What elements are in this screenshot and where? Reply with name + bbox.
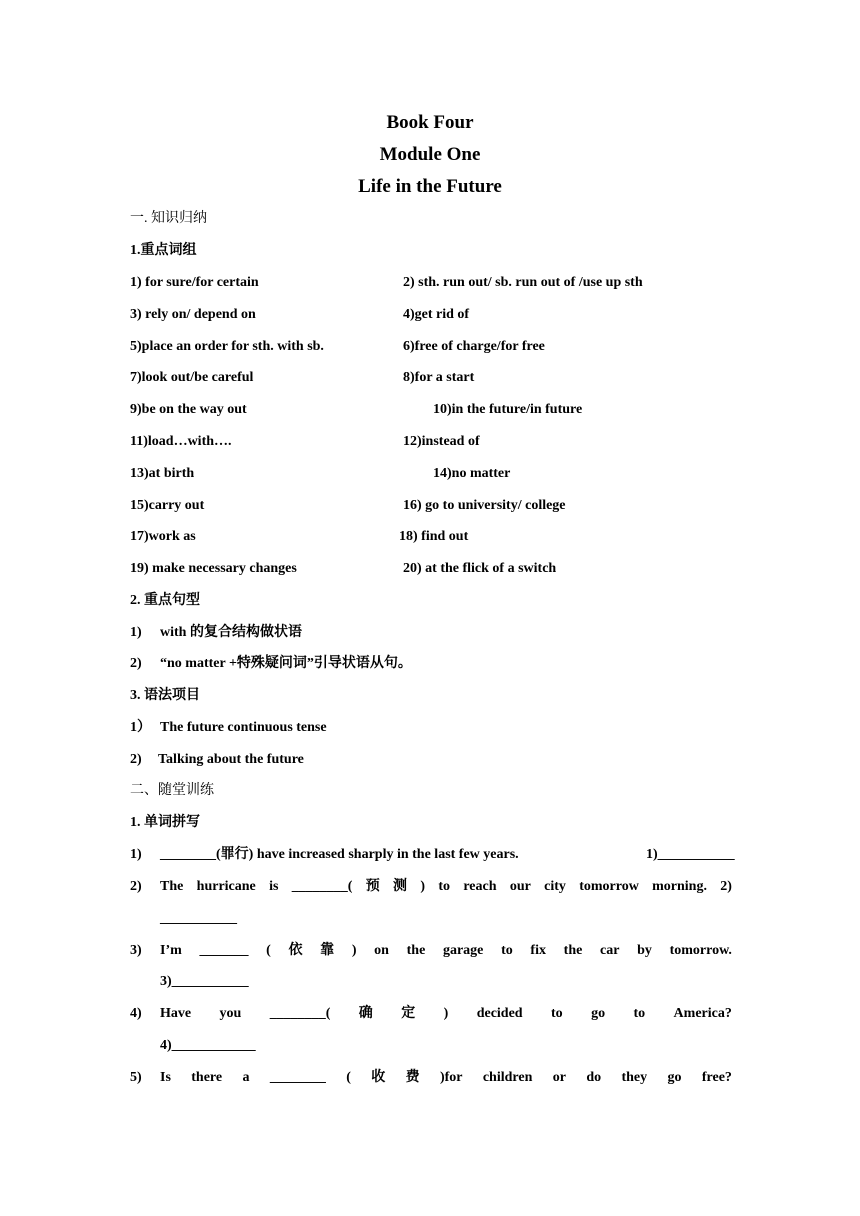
item-number: 1) <box>130 847 142 862</box>
word: ________( <box>291 879 353 894</box>
item-number: 2) <box>130 879 142 894</box>
word: 靠 <box>320 943 335 958</box>
phrase-item: 7)look out/be careful <box>130 370 254 385</box>
answer-blank: 1)___________ <box>646 847 735 862</box>
phrase-item: 5)place an order for sth. with sb. <box>130 339 324 354</box>
item-number: 3) <box>130 943 142 958</box>
word: is <box>269 879 279 894</box>
exercise-sentence <box>160 877 732 897</box>
phrase-item: 12)instead of <box>403 434 480 449</box>
word: our <box>509 879 531 894</box>
module-title: Module One <box>379 144 481 165</box>
item-number: 5) <box>130 1070 142 1085</box>
word: ( <box>346 1070 351 1085</box>
phrase-item: 3) rely on/ depend on <box>130 307 256 322</box>
word: on <box>374 943 389 958</box>
grammar-heading: 3. 语法项目 <box>130 688 200 703</box>
sentence-pattern-text: with 的复合结构做状语 <box>160 625 302 640</box>
phrase-item: 6)free of charge/for free <box>403 339 545 354</box>
phrase-item: 20) at the flick of a switch <box>403 561 557 576</box>
section-2-heading: 二、随堂训练 <box>130 783 214 798</box>
word: to <box>633 1006 646 1021</box>
word: ) <box>351 943 357 958</box>
word: reach <box>463 879 497 894</box>
word: 2) <box>720 879 732 894</box>
word: fix <box>530 943 546 958</box>
word: ) <box>443 1006 449 1021</box>
word: decided <box>476 1006 523 1021</box>
answer-blank: 4)____________ <box>160 1038 256 1053</box>
phrases-heading: 1.重点词组 <box>130 243 197 258</box>
exercise-sentence <box>160 1004 732 1024</box>
word: ) <box>420 879 426 894</box>
word: _______ <box>199 943 249 958</box>
sentence-patterns-heading: 2. 重点句型 <box>130 593 200 608</box>
word: there <box>191 1070 223 1085</box>
word: 依 <box>288 943 303 958</box>
word: 测 <box>393 879 408 894</box>
word: Is <box>160 1070 171 1085</box>
item-number: 4) <box>130 1006 142 1021</box>
phrase-item: 11)load…with…. <box>130 434 232 449</box>
word: tomorrow <box>579 879 639 894</box>
word: 确 <box>358 1006 373 1021</box>
word: by <box>637 943 652 958</box>
phrase-item: 9)be on the way out <box>130 402 247 417</box>
sentence-pattern-text: “no matter +特殊疑问词”引导状语从句。 <box>160 656 412 671</box>
word: to <box>438 879 450 894</box>
word: go <box>667 1070 682 1085</box>
phrase-item: 19) make necessary changes <box>130 561 297 576</box>
answer-blank: 3)___________ <box>160 974 249 989</box>
word: a <box>242 1070 250 1085</box>
word: or <box>552 1070 566 1085</box>
answer-blank: ___________ <box>160 911 237 926</box>
exercise-sentence <box>160 1068 732 1088</box>
item-number: 1) <box>130 625 142 640</box>
word: The <box>160 879 184 894</box>
item-number: 1） <box>130 720 151 735</box>
phrase-item: 4)get rid of <box>403 307 470 322</box>
word: you <box>219 1006 242 1021</box>
phrase-item: 18) find out <box>399 529 469 544</box>
phrase-item: 1) for sure/for certain <box>130 275 259 290</box>
word: ________ <box>269 1070 326 1085</box>
phrase-item: 16) go to university/ college <box>403 498 566 513</box>
phrase-item: 8)for a start <box>403 370 475 385</box>
word: tomorrow. <box>669 943 732 958</box>
word: garage <box>442 943 484 958</box>
grammar-item-text: Talking about the future <box>158 752 304 767</box>
exercise-sentence <box>160 941 732 961</box>
lesson-title: Life in the Future <box>358 176 502 197</box>
phrase-item: 10)in the future/in future <box>433 402 583 417</box>
exercise-sentence: ________(罪行) have increased sharply in the last few years. <box>160 847 519 862</box>
phrase-item: 2) sth. run out/ sb. run out of /use up sth <box>403 275 643 290</box>
word: go <box>591 1006 606 1021</box>
word: I’m <box>160 943 182 958</box>
word: 定 <box>401 1006 416 1021</box>
phrase-item: 13)at birth <box>130 466 195 481</box>
book-title: Book Four <box>386 112 474 133</box>
phrase-item: 17)work as <box>130 529 196 544</box>
phrase-item: 14)no matter <box>433 466 511 481</box>
word: morning. <box>652 879 707 894</box>
grammar-item-text: The future continuous tense <box>160 720 327 735</box>
word: to <box>501 943 513 958</box>
word: do <box>586 1070 602 1085</box>
spelling-heading: 1. 单词拼写 <box>130 815 200 830</box>
word: city <box>544 879 566 894</box>
word: 预 <box>365 879 380 894</box>
section-1-heading: 一. 知识归纳 <box>130 211 207 226</box>
word: 费 <box>405 1070 420 1085</box>
word: )for <box>439 1070 463 1085</box>
word: America? <box>673 1006 732 1021</box>
word: to <box>550 1006 563 1021</box>
item-number: 2) <box>130 656 142 671</box>
word: the <box>563 943 583 958</box>
word: ( <box>266 943 271 958</box>
item-number: 2) <box>130 752 142 767</box>
word: they <box>621 1070 648 1085</box>
word: hurricane <box>196 879 256 894</box>
word: ________( <box>269 1006 331 1021</box>
word: car <box>600 943 620 958</box>
word: the <box>406 943 426 958</box>
word: free? <box>701 1070 732 1085</box>
word: 收 <box>371 1070 386 1085</box>
word: Have <box>160 1006 192 1021</box>
word: children <box>482 1070 533 1085</box>
phrase-item: 15)carry out <box>130 498 205 513</box>
